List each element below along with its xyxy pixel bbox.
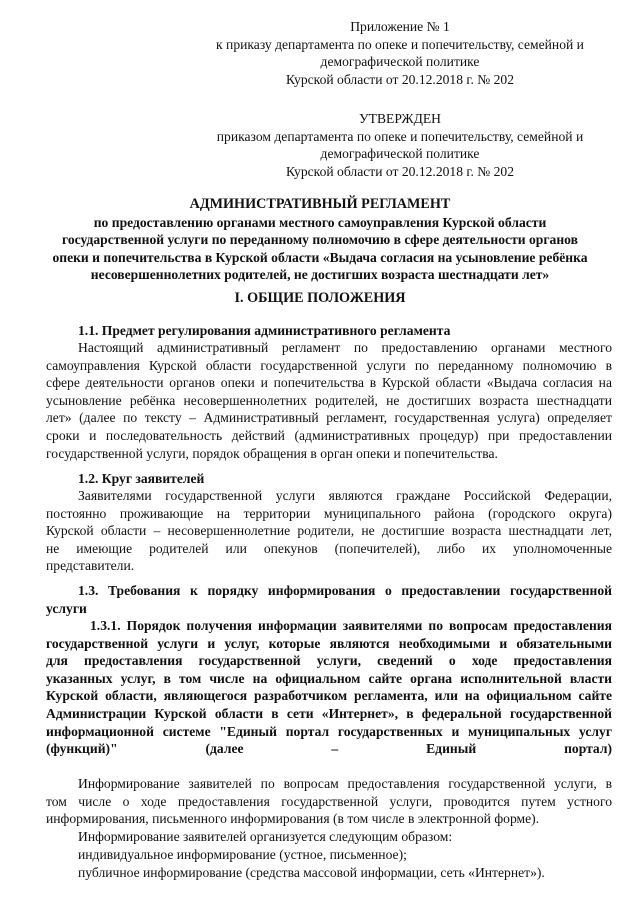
subsection-1-1-heading: 1.1. Предмет регулирования административного регламента bbox=[78, 323, 451, 338]
paragraph-line: государственной услуги, порядок обращения в орган опеки и попечительства. bbox=[46, 445, 498, 461]
paragraph-line: лет» (далее по тексту – Административный регламент, государственная услуга) определяет bbox=[46, 410, 612, 426]
paragraph-line: не имеющие родителей или опекунов (попечителей), либо их уполномоченные bbox=[46, 540, 612, 556]
paragraph-line: государственной услуги и услуг, которые являются необходимыми и обязательными bbox=[46, 635, 612, 651]
subsection-1-2-paragraph bbox=[46, 487, 612, 575]
document-subtitle-line: опеки и попечительства в Курской области «Выдача согласия на усыновление ребёнка bbox=[52, 249, 588, 265]
paragraph-line: постоянно проживающие на территории муниципального района (городского округа) bbox=[46, 505, 612, 521]
paragraph-line: для предоставления государственной услуги, сведений о ходе предоставления bbox=[46, 653, 612, 669]
paragraph-line: том числе о ходе предоставления государственной услуги, проводится путем устного bbox=[46, 793, 612, 809]
document-title-block bbox=[40, 196, 600, 284]
approval-title: УТВЕРЖДЕН bbox=[359, 111, 441, 126]
informing-paragraph bbox=[46, 775, 612, 828]
subsection-1-3-heading: 1.3. Требования к порядку информирования о предоставлении государственной услуги bbox=[46, 583, 612, 616]
appendix-title: Приложение № 1 bbox=[350, 19, 450, 34]
document-subtitle-line: по предоставлению органами местного самоуправления Курской области bbox=[93, 214, 547, 230]
paragraph-line: сфере деятельности органов опеки и попечительства в Курской области «Выдача согласия на bbox=[46, 375, 612, 391]
approval-line: приказом департамента по опеке и попечительству, семейной и bbox=[216, 128, 584, 144]
paragraph-line: сроки и последовательность действий (административных процедур) при предоставлении bbox=[46, 427, 612, 443]
paragraph-line: указанных услуг, в том числе на официальном сайте органа исполнительной власти bbox=[46, 670, 612, 686]
approval-block bbox=[180, 110, 620, 180]
paragraph-line: Курской области, являющегося разработчиком регламента, или на официальном сайте bbox=[46, 688, 612, 704]
paragraph-line: Заявителями государственной услуги являются граждане Российской Федерации, bbox=[78, 488, 612, 503]
section-heading: I. ОБЩИЕ ПОЛОЖЕНИЯ bbox=[234, 290, 406, 306]
subsection-1-3-1-heading bbox=[46, 617, 612, 758]
paragraph-line: (функций)" (далее – Единый портал) bbox=[46, 741, 612, 757]
appendix-block bbox=[180, 18, 620, 88]
paragraph-line: Администрации Курской области в сети «Интернет», в федеральной государственной bbox=[46, 705, 612, 721]
appendix-line: к приказу департамента по опеке и попечительству, семейной и bbox=[216, 36, 584, 52]
paragraph-line: Настоящий административный регламент по предоставлению органами местного bbox=[78, 340, 612, 355]
paragraph-line: усыновление ребёнка несовершеннолетних родителей, не достигших возраста шестнадцати bbox=[46, 392, 612, 408]
paragraph-line: представители. bbox=[46, 558, 135, 574]
paragraph-line: 1.3.1. Порядок получения информации заявителями по вопросам предоставления bbox=[90, 618, 612, 633]
paragraph-line: Информирование заявителей по вопросам предоставления государственной услуги, в bbox=[78, 776, 612, 791]
approval-line: Курской области от 20.12.2018 г. № 202 bbox=[285, 163, 515, 179]
subsection-1-1-paragraph bbox=[46, 339, 612, 462]
document-subtitle-line: несовершеннолетних родителей, не достигших возраста шестнадцати лет» bbox=[90, 267, 550, 283]
list-item: индивидуальное информирование (устное, письменное); bbox=[78, 847, 407, 862]
approval-line: демографической политике bbox=[320, 146, 480, 162]
paragraph-line: информирования, письменного информирования (в том числе в электронной форме). bbox=[46, 811, 540, 827]
subsection-1-2-heading: 1.2. Круг заявителей bbox=[78, 471, 205, 486]
document-title: АДМИНИСТРАТИВНЫЙ РЕГЛАМЕНТ bbox=[189, 196, 451, 212]
document-subtitle-line: государственной услуги по переданному полномочию в сфере деятельности органов bbox=[62, 232, 578, 248]
appendix-line: демографической политике bbox=[320, 54, 480, 70]
paragraph-line: информационной системе "Единый портал государственных и муниципальных услуг bbox=[46, 723, 612, 739]
paragraph-line: самоуправления Курской области государственной услуги по переданному полномочию в bbox=[46, 357, 612, 373]
appendix-line: Курской области от 20.12.2018 г. № 202 bbox=[285, 71, 515, 87]
organization-paragraph: Информирование заявителей организуется следующим образом: bbox=[78, 829, 453, 844]
list-item: публичное информирование (средства массовой информации, сеть «Интернет»). bbox=[78, 865, 545, 880]
paragraph-line: Курской области – несовершеннолетние родители, не достигшие возраста шестнадцати лет, bbox=[46, 523, 612, 539]
